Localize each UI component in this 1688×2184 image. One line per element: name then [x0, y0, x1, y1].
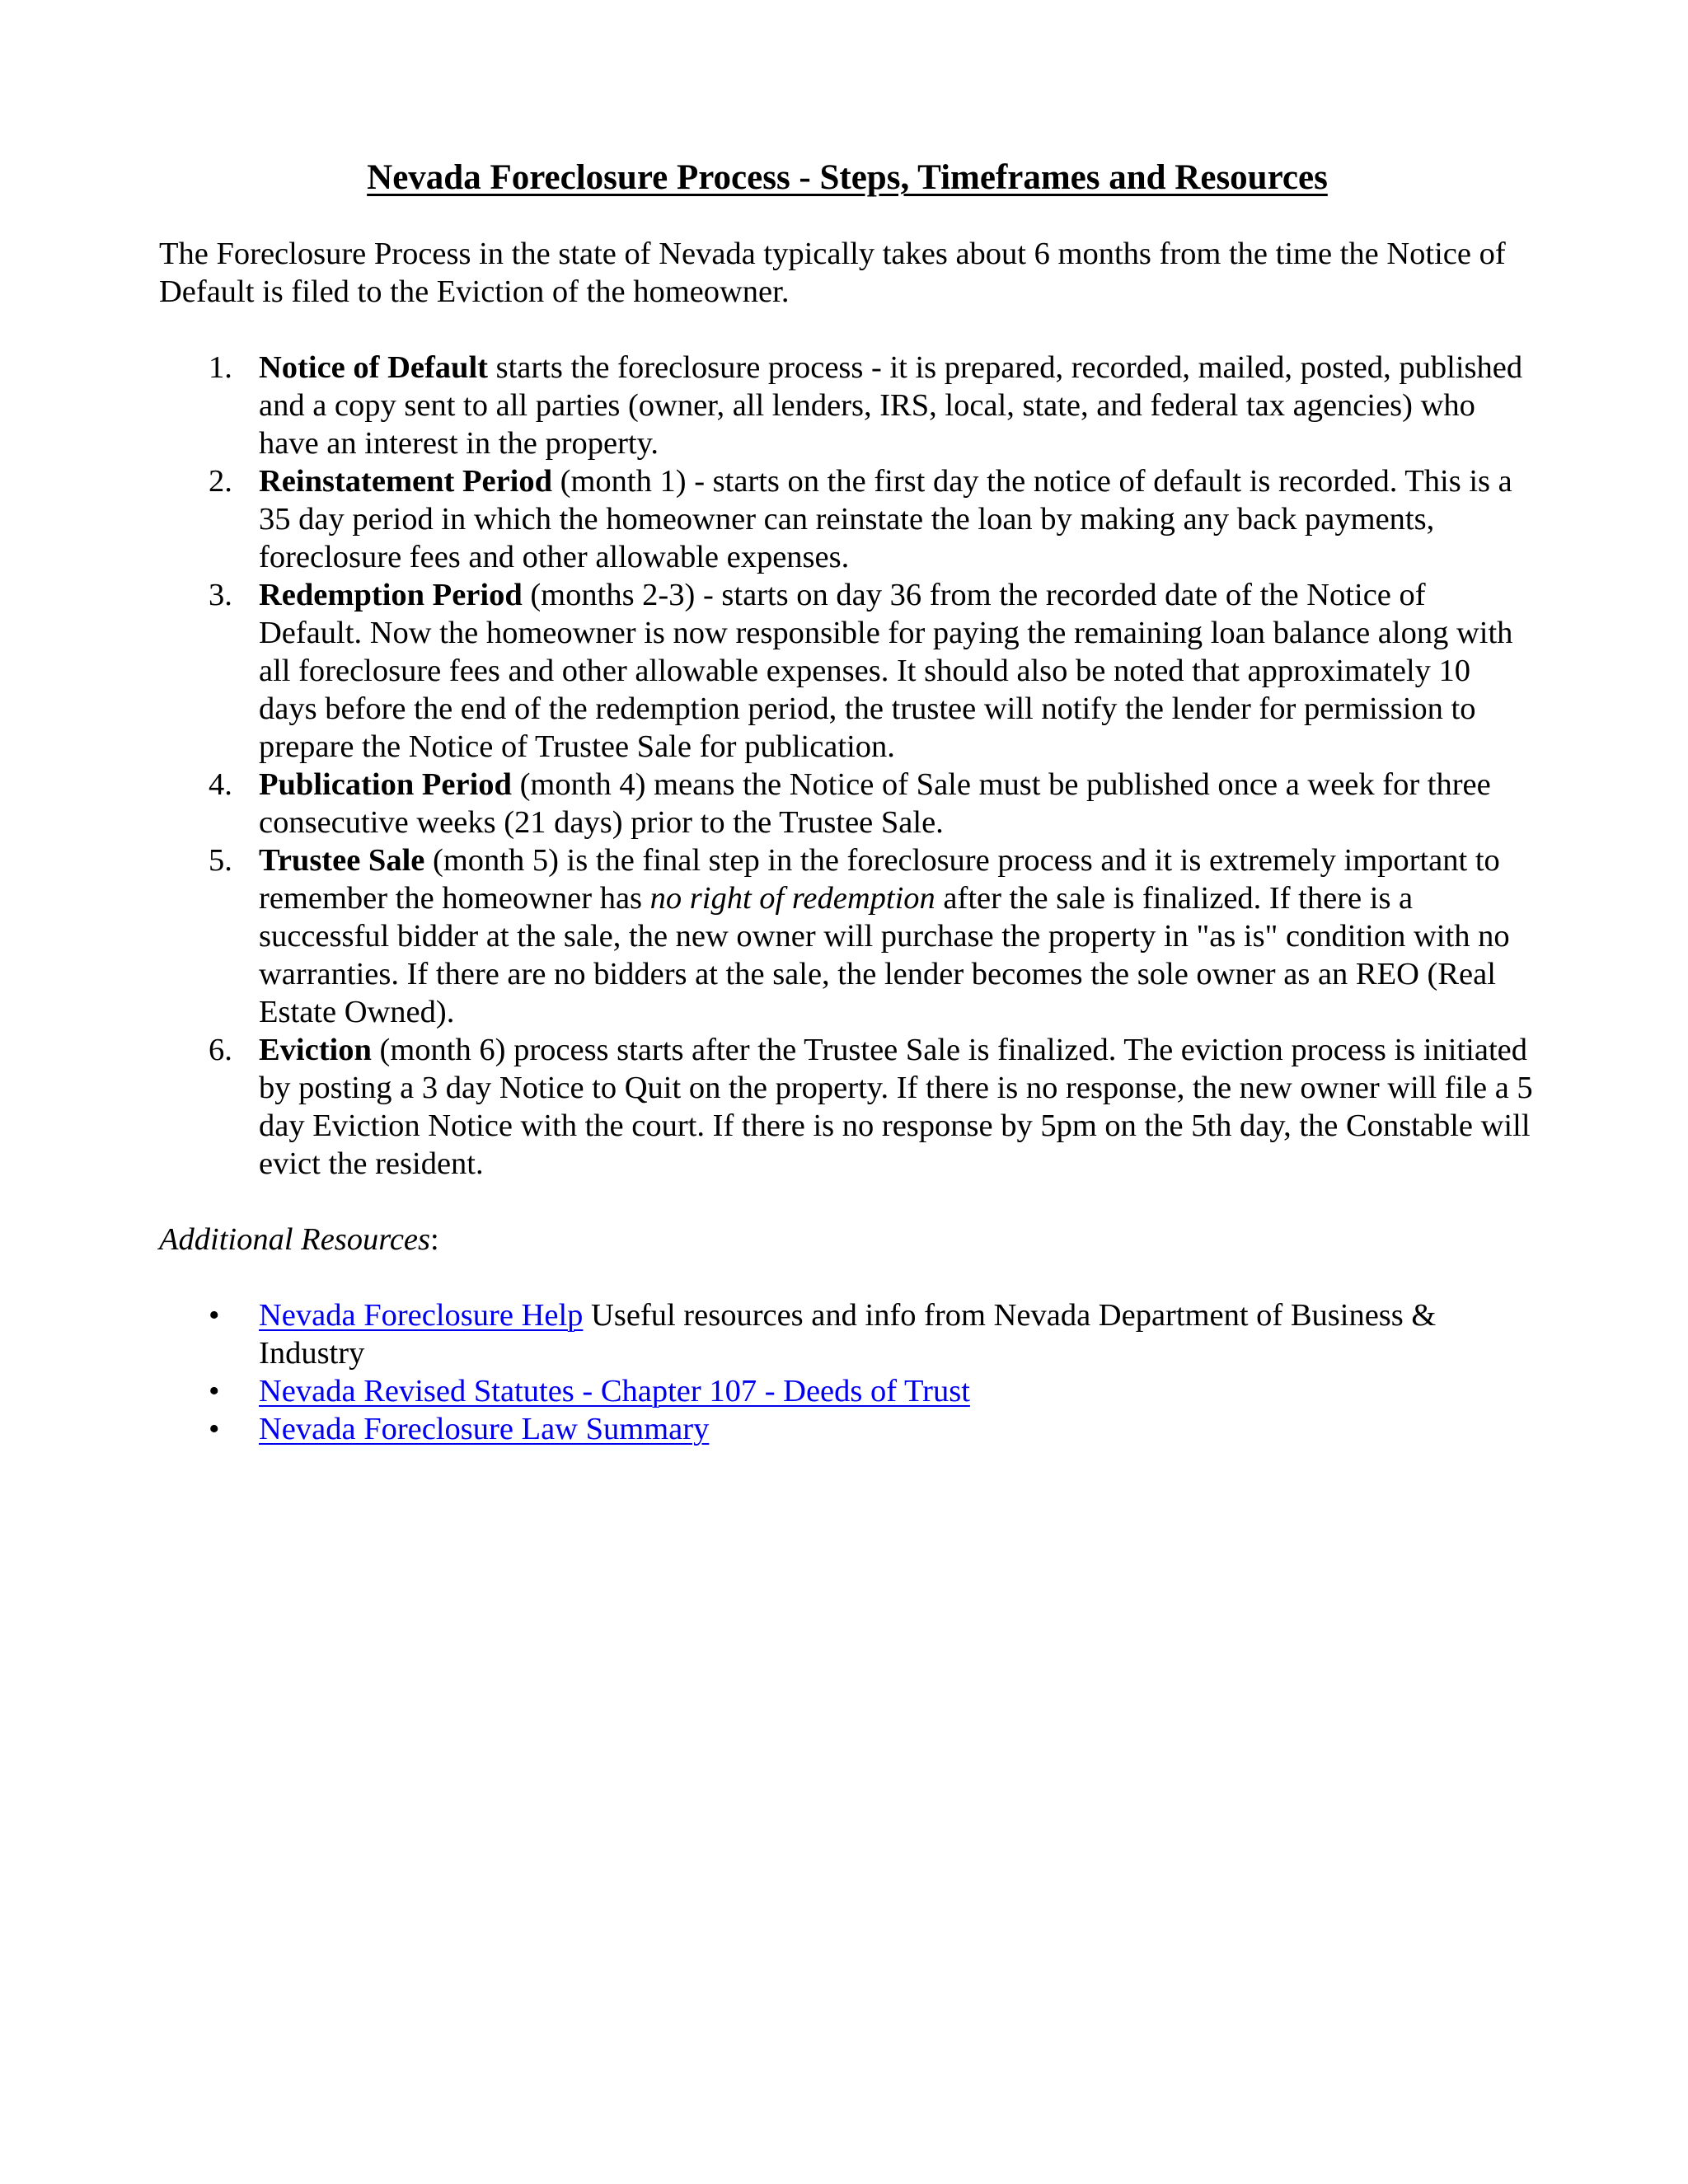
step-text: after the sale is finalized. If there is a successful bidder at the sale, the new owner will purchase the property in "as is" condition with no warranties. If there are no bidders at the sale, the lender becomes the sole owner as an REO (Real Estate Owned).	[259, 881, 1510, 1029]
step-number: 2.	[209, 464, 232, 499]
list-item	[159, 766, 1536, 841]
list-item	[159, 1372, 1536, 1410]
step-title: Redemption Period	[259, 578, 523, 612]
step-number: 4.	[209, 767, 232, 802]
step-text: (month 5) is the final step in the foreclosure process and it is extremely important to remember the homeowner has	[259, 843, 1500, 916]
document-page	[159, 157, 1536, 1448]
step-number: 1.	[209, 350, 232, 385]
list-item	[159, 462, 1536, 576]
nevada-foreclosure-help-link[interactable]: Nevada Foreclosure Help	[259, 1298, 584, 1333]
step-title: Trustee Sale	[259, 843, 425, 878]
page-title: Nevada Foreclosure Process - Steps, Timeframes and Resources	[367, 158, 1328, 197]
step-emphasis: no right of redemption	[649, 881, 935, 916]
list-item	[159, 1031, 1536, 1183]
list-item	[159, 576, 1536, 766]
step-title: Eviction	[259, 1033, 372, 1067]
steps-list	[159, 349, 1536, 1183]
step-title: Notice of Default	[259, 350, 488, 385]
step-text: (month 6) process starts after the Trustee Sale is finalized. The eviction process is initiated by posting a 3 day Notice to Quit on the property. If there is no response, the new owner will file a 5 day Eviction Notice with the court. If there is no response by 5pm on the 5th day, the Constable will evict the resident.	[259, 1033, 1533, 1181]
bullet-icon: •	[209, 1298, 220, 1333]
resources-heading-suffix: :	[429, 1222, 439, 1257]
step-text: (months 2-3) - starts on day 36 from the recorded date of the Notice of Default. Now the homeowner is now responsible for paying the remaining loan balance along with all foreclosure fees and other allowable expenses. It should also be noted that approximately 10 days before the end of the redemption period, the trustee will notify the lender for permission to prepare the Notice of Trustee Sale for publication.	[259, 578, 1513, 764]
bullet-icon: •	[209, 1412, 220, 1446]
intro-paragraph: The Foreclosure Process in the state of Nevada typically takes about 6 months from the time the Notice of Default is filed to the Eviction of the homeowner.	[159, 237, 1506, 309]
nevada-foreclosure-law-summary-link[interactable]: Nevada Foreclosure Law Summary	[259, 1412, 710, 1446]
step-number: 3.	[209, 578, 232, 612]
resources-heading-label: Additional Resources	[159, 1222, 430, 1257]
step-text: (month 1) - starts on the first day the notice of default is recorded. This is a 35 day period in which the homeowner can reinstate the loan by making any back payments, foreclosure fees and other allowable expenses.	[259, 464, 1512, 574]
list-item	[159, 1410, 1536, 1448]
step-number: 6.	[209, 1033, 232, 1067]
nevada-revised-statutes-link[interactable]: Nevada Revised Statutes - Chapter 107 - Deeds of Trust	[259, 1374, 970, 1408]
step-text: (month 4) means the Notice of Sale must be published once a week for three consecutive weeks (21 days) prior to the Trustee Sale.	[259, 767, 1491, 840]
resource-description: Useful resources and info from Nevada Department of Business & Industry	[259, 1298, 1437, 1371]
step-title: Publication Period	[259, 767, 512, 802]
resources-heading	[159, 1221, 1536, 1258]
step-number: 5.	[209, 843, 232, 878]
list-item	[159, 349, 1536, 462]
step-text: starts the foreclosure process - it is prepared, recorded, mailed, posted, published and a copy sent to all parties (owner, all lenders, IRS, local, state, and federal tax agencies) who have an interest in the property.	[259, 350, 1523, 461]
bullet-icon: •	[209, 1374, 220, 1408]
resources-list	[159, 1296, 1536, 1448]
step-title: Reinstatement Period	[259, 464, 553, 499]
list-item	[159, 1296, 1536, 1372]
list-item	[159, 841, 1536, 1031]
